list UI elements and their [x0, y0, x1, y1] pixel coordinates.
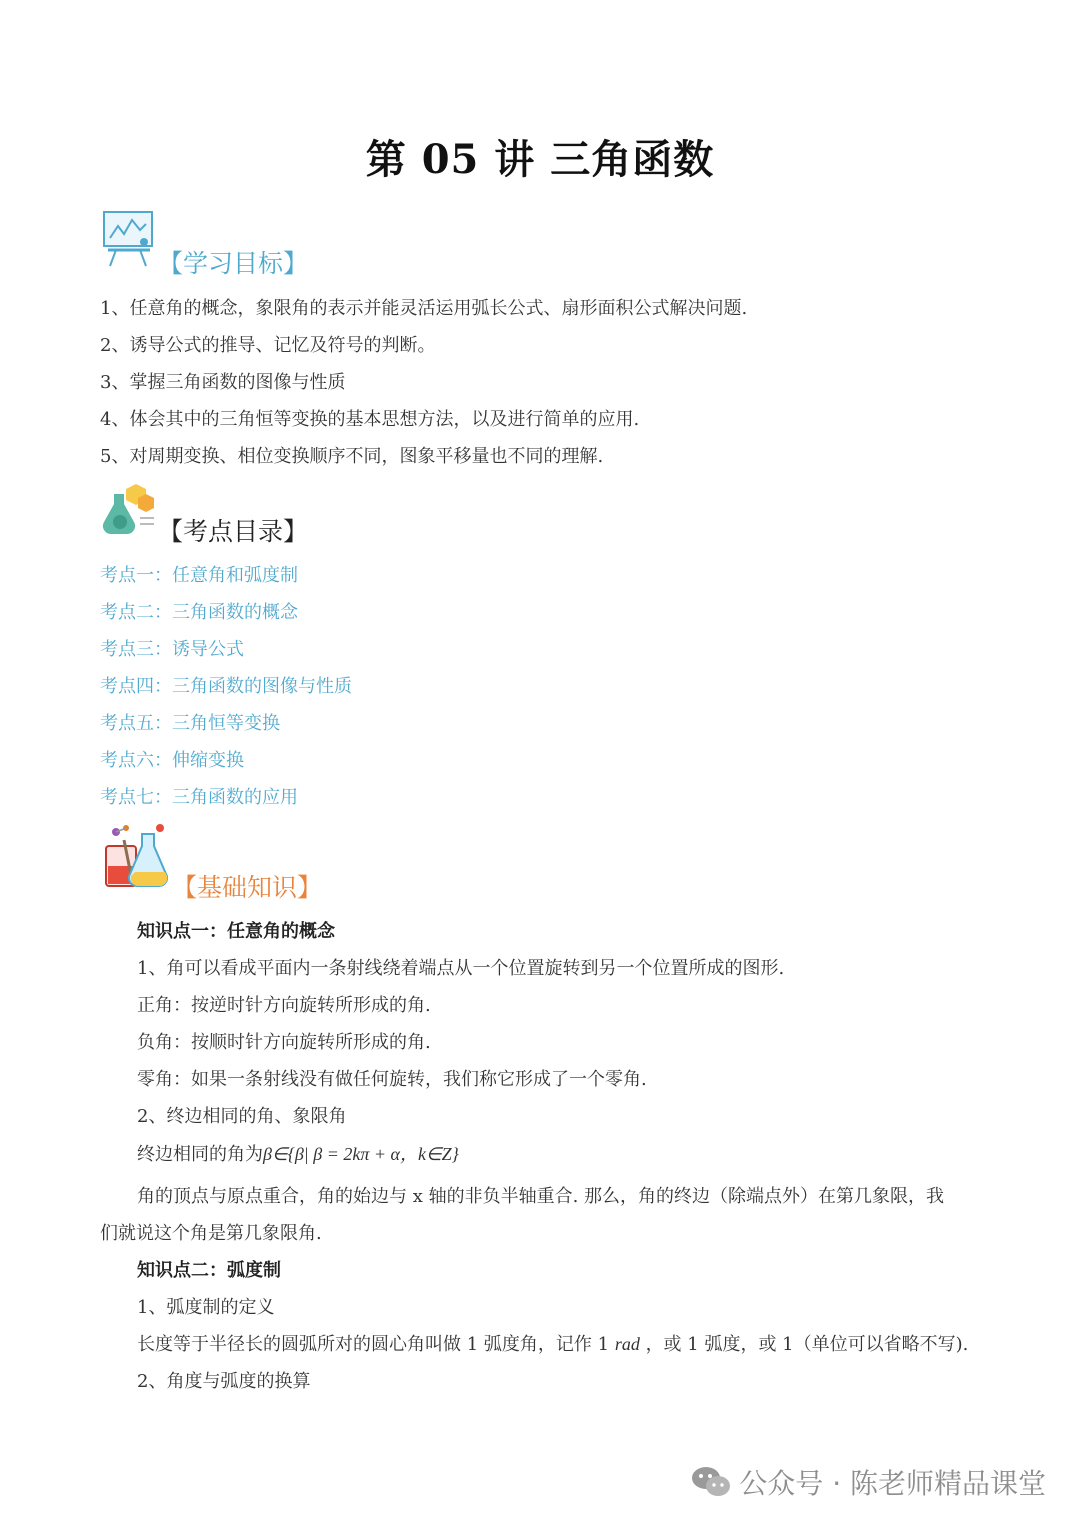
lab-beakers-icon: [102, 822, 168, 890]
toc-heading: 【考点目录】: [158, 517, 309, 546]
toc-link[interactable]: 考点三：诱导公式: [100, 639, 244, 660]
goal-item: 3、掌握三角函数的图像与性质: [100, 372, 346, 393]
basics-heading: 【基础知识】: [172, 873, 323, 902]
page-title: 第 05 讲 三角函数: [365, 136, 715, 183]
text-line: 1、弧度制的定义: [137, 1297, 275, 1318]
toc-link[interactable]: 考点五：三角恒等变换: [100, 713, 280, 734]
wechat-icon: [691, 1465, 731, 1499]
text-line: 正角：按逆时针方向旋转所形成的角.: [137, 995, 431, 1016]
goal-item: 4、体会其中的三角恒等变换的基本思想方法，以及进行简单的应用.: [100, 409, 640, 430]
goal-item: 2、诱导公式的推导、记忆及符号的判断。: [100, 335, 436, 356]
goal-item: 5、对周期变换、相位变换顺序不同，图象平移量也不同的理解.: [100, 446, 604, 467]
watermark: [691, 1462, 1046, 1502]
text-line: [137, 1330, 968, 1356]
text-line: 负角：按顺时针方向旋转所形成的角.: [137, 1032, 431, 1053]
formula-line: [137, 1140, 459, 1166]
watermark-text: 公众号 · 陈老师精品课堂: [739, 1467, 1046, 1500]
text-fragment: 长度等于半径长的圆弧所对的圆心角叫做 1 弧度角，记作 1: [137, 1334, 610, 1355]
text-line: 2、角度与弧度的换算: [137, 1371, 311, 1392]
formula: β∈{β| β = 2kπ + α，k∈Z}: [263, 1144, 459, 1164]
goals-heading: 【学习目标】: [158, 249, 309, 278]
goal-item: 1、任意角的概念，象限角的表示并能灵活运用弧长公式、扇形面积公式解决问题.: [100, 298, 748, 319]
text-line: 2、终边相同的角、象限角: [137, 1106, 347, 1127]
toc-link[interactable]: 考点四：三角函数的图像与性质: [100, 676, 352, 697]
toc-link[interactable]: 考点七：三角函数的应用: [100, 787, 298, 808]
whiteboard-icon: [100, 208, 156, 268]
formula-label: 终边相同的角为: [137, 1144, 263, 1165]
text-fragment: ，或 1 弧度，或 1（单位可以省略不写).: [645, 1334, 969, 1355]
text-line: 们就说这个角是第几象限角.: [100, 1223, 322, 1244]
text-line: 角的顶点与原点重合，角的始边与 x 轴的非负半轴重合. 那么，角的终边（除端点外）在第几象限，我: [137, 1186, 945, 1207]
flask-icon: [100, 482, 156, 536]
toc-link[interactable]: 考点二：三角函数的概念: [100, 602, 298, 623]
knowledge-point-title: 知识点一：任意角的概念: [137, 921, 335, 942]
text-line: 1、角可以看成平面内一条射线绕着端点从一个位置旋转到另一个位置所成的图形.: [137, 958, 785, 979]
unit-rad: rad: [614, 1334, 640, 1354]
knowledge-point-title: 知识点二：弧度制: [137, 1260, 281, 1281]
toc-link[interactable]: 考点六：伸缩变换: [100, 750, 244, 771]
text-line: 零角：如果一条射线没有做任何旋转，我们称它形成了一个零角.: [137, 1069, 647, 1090]
toc-link[interactable]: 考点一：任意角和弧度制: [100, 565, 298, 586]
